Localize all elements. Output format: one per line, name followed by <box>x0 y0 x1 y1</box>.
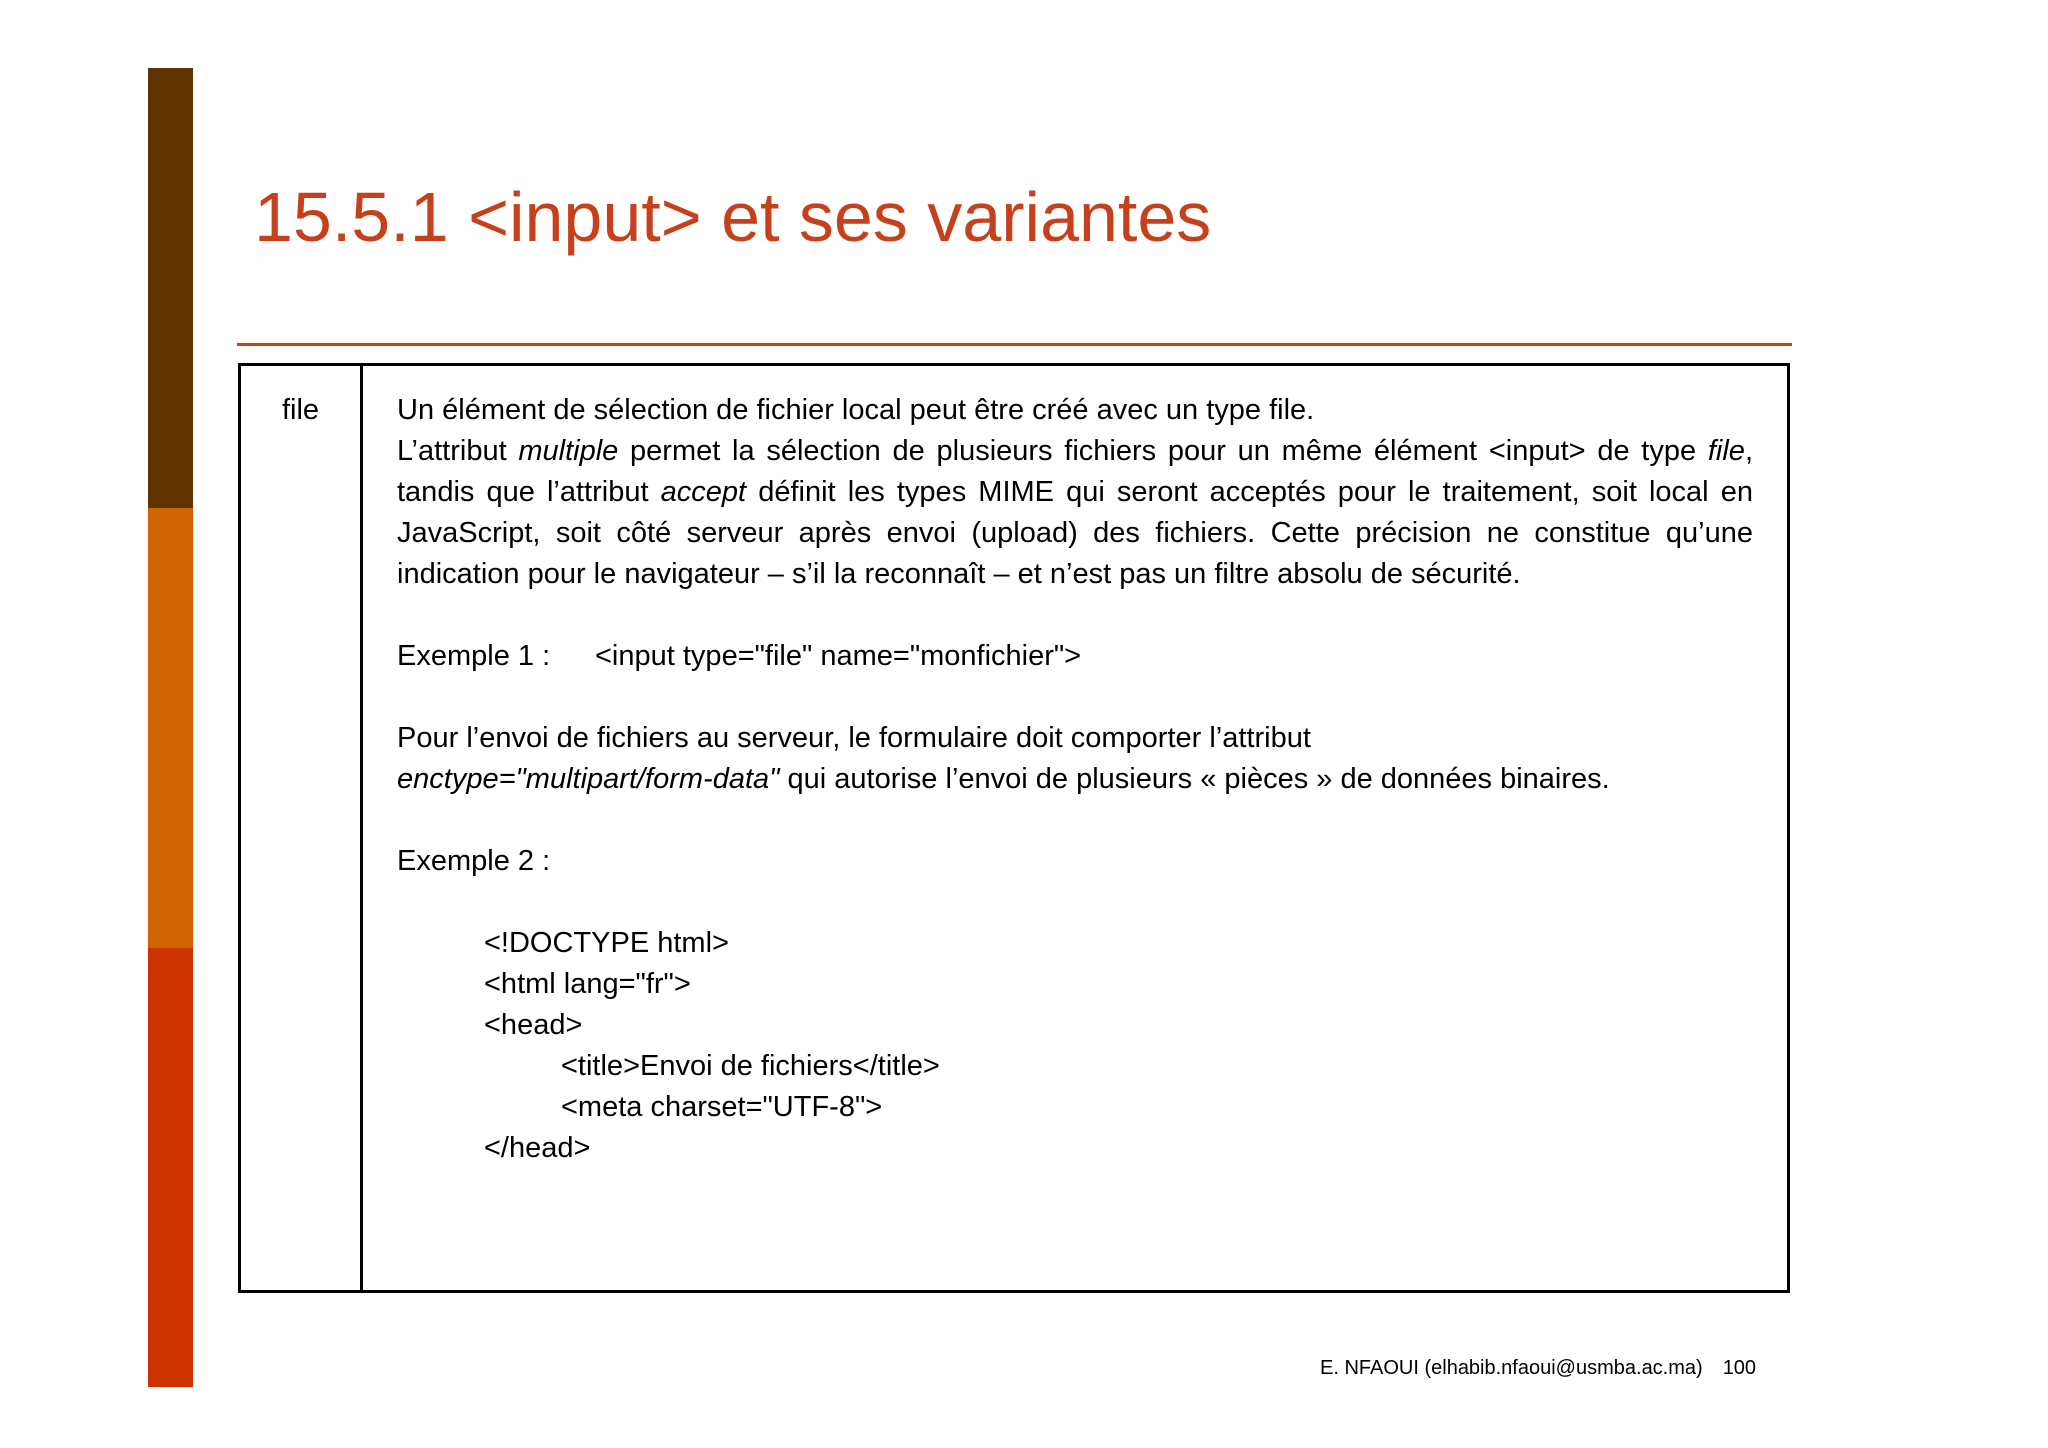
type-cell <box>241 366 363 1290</box>
paragraph-text-1: L’attribut <box>397 435 519 467</box>
code-line: <meta charset="UTF-8"> <box>561 1091 883 1123</box>
enctype-attr: enctype="multipart/form-data" <box>397 763 780 795</box>
example1 <box>397 636 1753 677</box>
code-line: </head> <box>484 1132 591 1164</box>
page-number: 100 <box>1722 1357 1757 1379</box>
footer-author: E. NFAOUI (elhabib.nfaoui@usmba.ac.ma) <box>1320 1357 1703 1379</box>
upload-line-2 <box>397 759 1753 800</box>
upload-line-1: Pour l’envoi de fichiers au serveur, le formulaire doit comporter l’attribut <box>397 722 1311 754</box>
file-attr: file <box>1707 435 1745 467</box>
description-cell <box>363 366 1787 1290</box>
code-line: <title>Envoi de fichiers</title> <box>561 1050 940 1082</box>
upload-line-2-text: qui autorise l’envoi de plusieurs « pièces » de données binaires. <box>779 763 1610 795</box>
title-underline <box>237 343 1792 346</box>
multiple-attr: multiple <box>518 435 619 467</box>
example2-label: Exemple 2 : <box>397 845 551 877</box>
example1-label: Exemple 1 : <box>397 640 551 672</box>
example1-code: <input type="file" name="monfichier"> <box>595 640 1082 672</box>
description-paragraph <box>397 431 1753 595</box>
accept-attr: accept <box>660 476 747 508</box>
type-label: file <box>281 394 320 426</box>
sidebar-bar-top <box>148 68 193 508</box>
footer <box>1320 1354 1756 1382</box>
paragraph-text-4: définit les types MIME qui seront acceptés pour le traitement, soit local en JavaScript, soit côté serveur après envoi (upload) des fichiers. Cette précision ne constitue qu’une indication pour le navigateur – s’il la reconnaît – et n’est pas un filtre absolu de sécurité. <box>397 476 1753 590</box>
sidebar-bar-middle <box>148 508 193 948</box>
code-line: <html lang="fr"> <box>484 968 691 1000</box>
code-line: <head> <box>484 1009 583 1041</box>
code-line: <!DOCTYPE html> <box>484 927 729 959</box>
slide-title: 15.5.1 <input> et ses variantes <box>254 178 1212 256</box>
content-table <box>238 363 1790 1293</box>
paragraph-text-2: permet la sélection de plusieurs fichiers pour un même élément <input> de type <box>618 435 1708 467</box>
paragraph-text-3: , tandis que l’attribut <box>397 435 1753 508</box>
sidebar-bar-bottom <box>148 948 193 1387</box>
intro-line: Un élément de sélection de fichier local peut être créé avec un type file. <box>397 394 1315 426</box>
